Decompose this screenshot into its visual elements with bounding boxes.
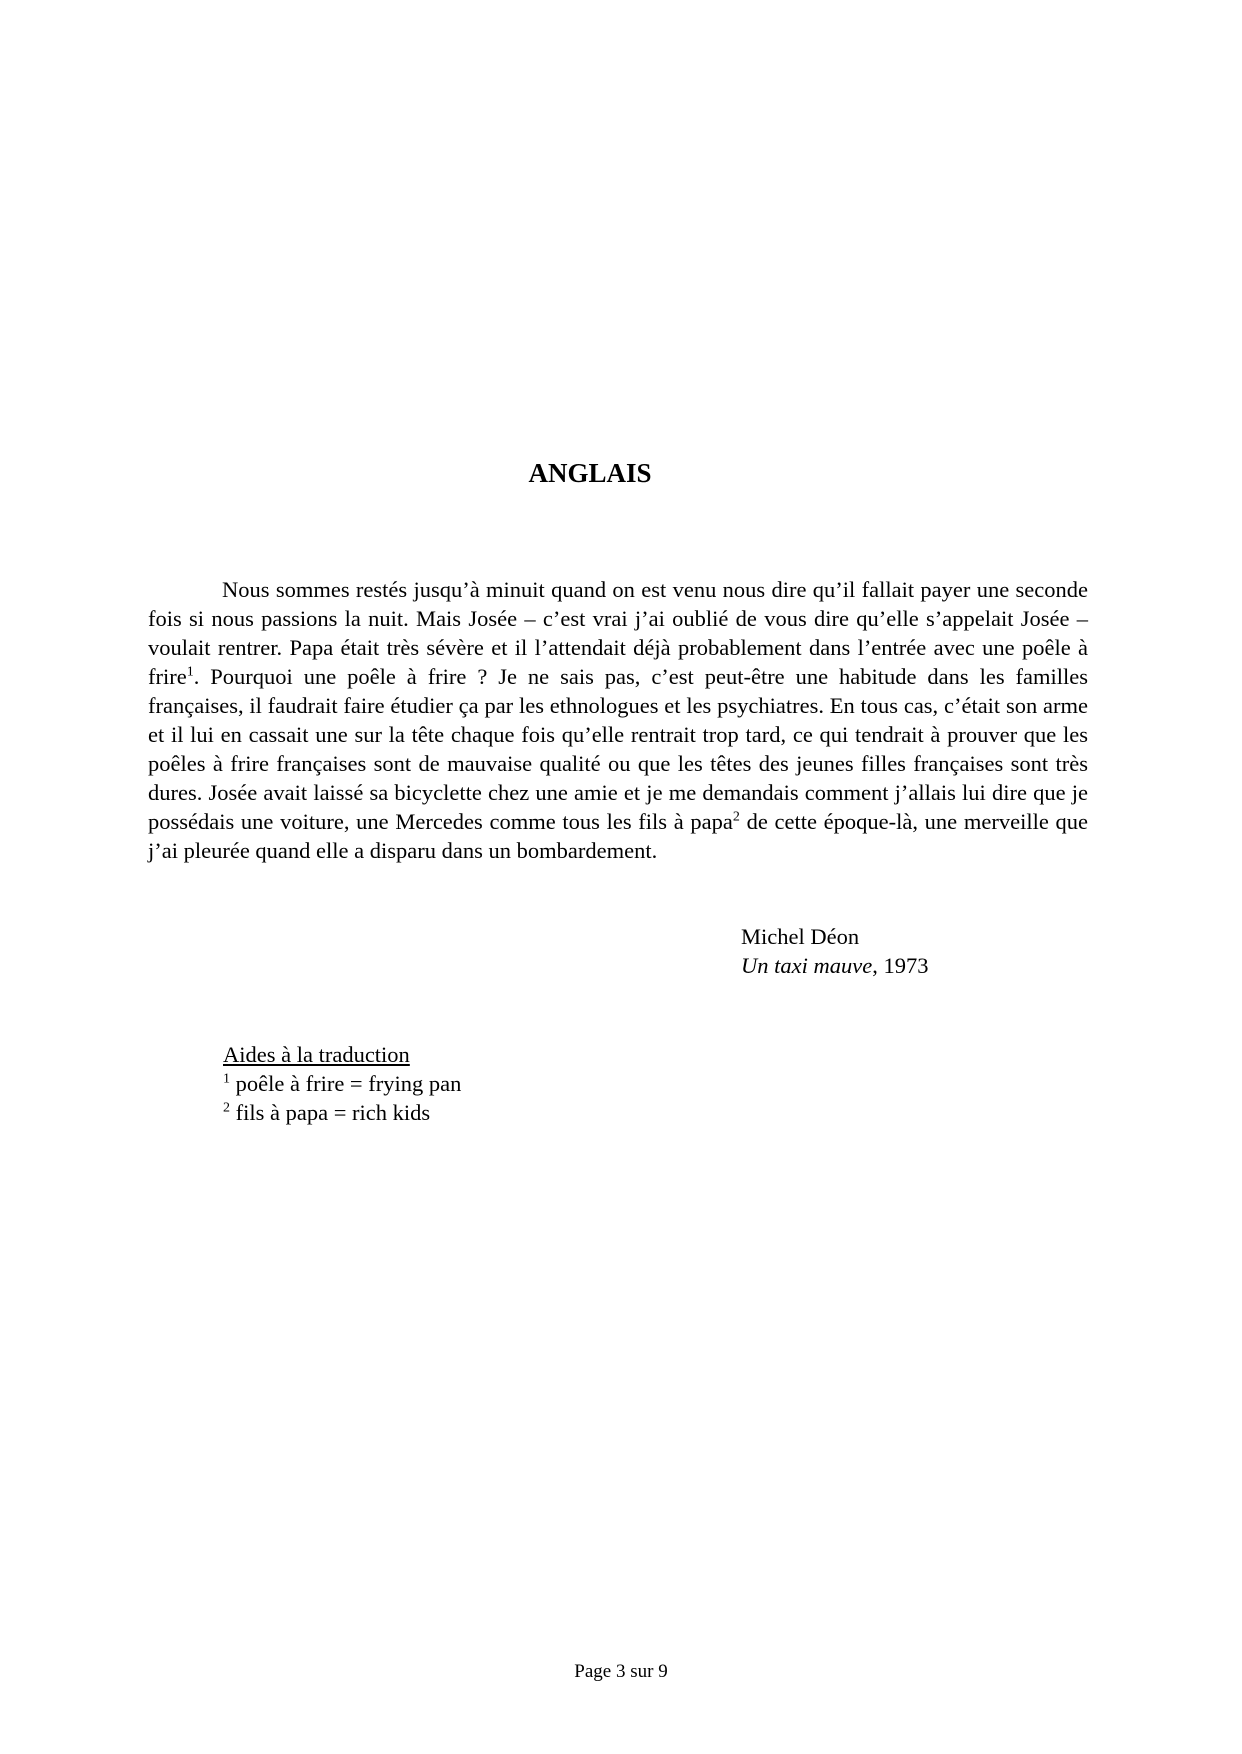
footnote-ref-2: 2 <box>732 809 740 825</box>
footnote-number: 1 <box>223 1071 230 1087</box>
translation-aids <box>223 1040 461 1127</box>
translation-aid-item <box>223 1069 461 1098</box>
footnote-ref-1: 1 <box>186 664 194 680</box>
work-title: Un taxi mauve <box>741 953 873 978</box>
attribution <box>741 922 928 980</box>
passage-part-1: Nous sommes restés jusqu’à minuit quand on est venu nous dire qu’il fallait payer une seconde fois si nous passions la nuit. Mais Josée – c’est vrai j’ai oublié de vous dire qu’elle s’appelait Josée – voulait rentrer. Papa était très sévère et il l’attendait déjà probablement dans l’entrée avec une poêle à frire <box>148 577 1088 689</box>
translation-aids-heading: Aides à la traduction <box>223 1042 410 1067</box>
passage-text <box>148 575 1088 865</box>
passage-part-2: . Pourquoi une poêle à frire ? Je ne sais pas, c’est peut-être une habitude dans les familles françaises, il faudrait faire étudier ça par les ethnologues et les psychiatres. En tous cas, c’était son arme et il lui en cassait une sur la tête chaque fois qu’elle rentrait trop tard, ce qui tendrait à prouver que les poêles à frire françaises sont de mauvaise qualité ou que les têtes des jeunes filles françaises sont très dures. Josée avait laissé sa bicyclette chez une amie et je me demandais comment j’allais lui dire que je possédais une voiture, une Mercedes comme tous les fils à papa <box>148 664 1088 834</box>
work-line <box>741 951 928 980</box>
page-number: Page 3 sur 9 <box>574 1661 668 1682</box>
author-name: Michel Déon <box>741 924 860 949</box>
translation-aid-item <box>223 1098 461 1127</box>
footnote-number: 2 <box>223 1100 230 1116</box>
footnote-text: poêle à frire = frying pan <box>230 1071 462 1096</box>
passage-part-3: de cette époque-là, une merveille que j’ai pleurée quand elle a disparu dans un bombardement. <box>148 809 1088 863</box>
work-year: , 1973 <box>872 953 929 978</box>
footnote-text: fils à papa = rich kids <box>230 1100 431 1125</box>
page-title: ANGLAIS <box>528 458 652 488</box>
